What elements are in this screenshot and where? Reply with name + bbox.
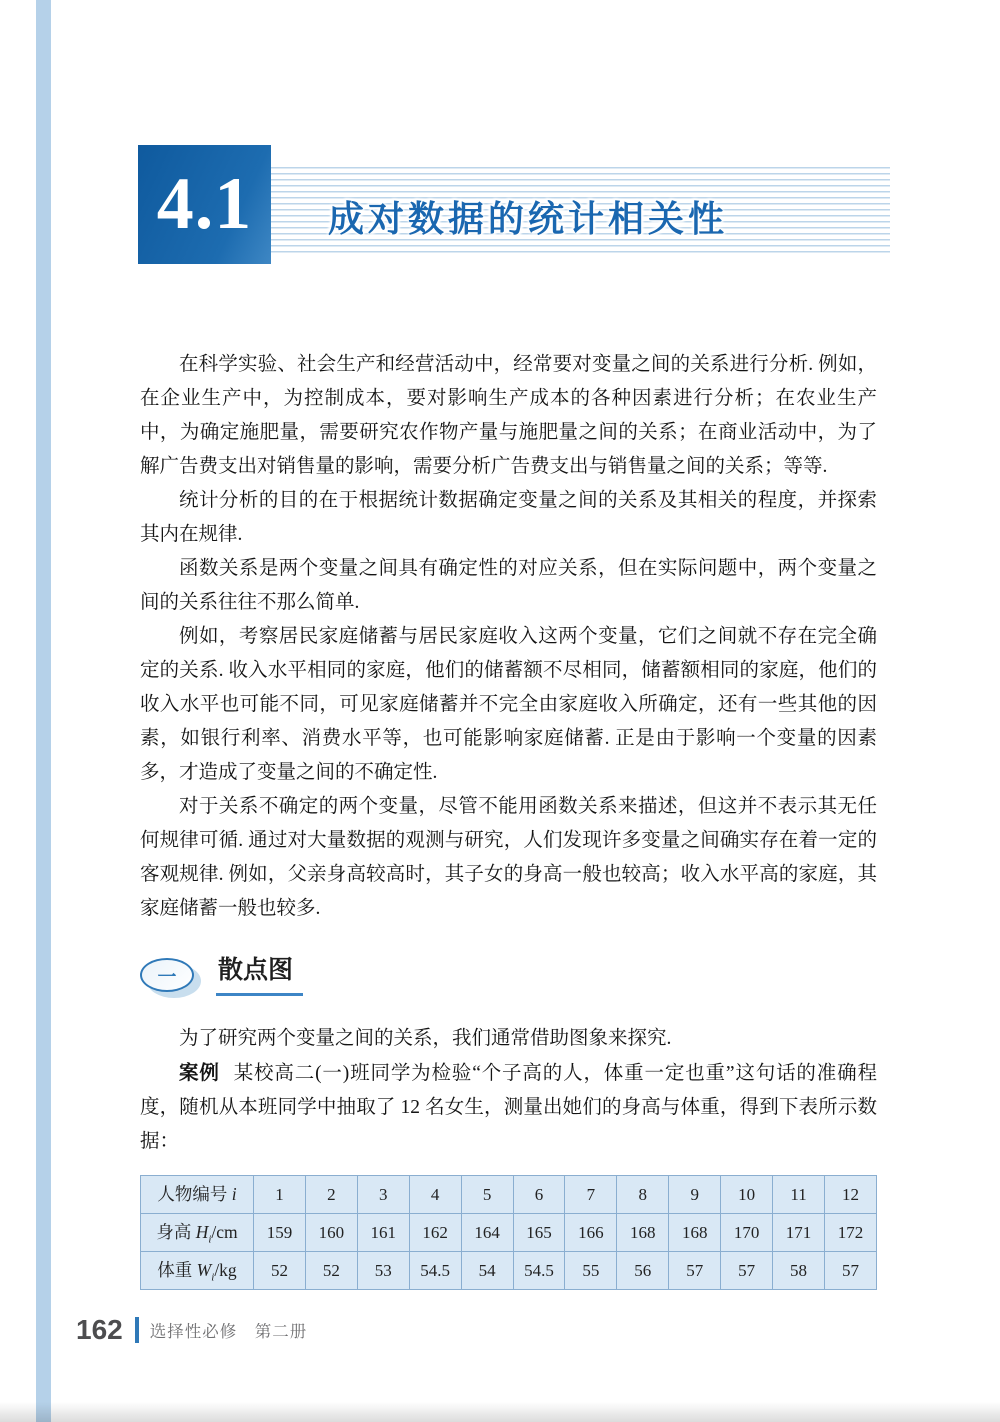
table-row-label: 身高 $H_i/cm$: [141, 1214, 254, 1252]
table-cell: 9: [669, 1176, 721, 1214]
variable-i: i: [231, 1184, 237, 1205]
page-edge-strip: [36, 0, 51, 1422]
table-cell: 1: [254, 1176, 306, 1214]
table-cell: 10: [721, 1176, 773, 1214]
table-row-id: [141, 1176, 877, 1214]
page-bottom-shadow: [0, 1402, 1000, 1422]
table-cell: 168: [617, 1214, 669, 1252]
table-cell: 4: [409, 1176, 461, 1214]
paragraph-function-relation: 函数关系是两个变量之间具有确定性的对应关系，但在实际问题中，两个变量之间的关系往往不那么简单.: [140, 558, 877, 613]
table-row-label: 人物编号 i: [141, 1176, 254, 1214]
page-number: 162: [76, 1314, 123, 1345]
table-cell: 54: [461, 1252, 513, 1290]
table-cell: 53: [357, 1252, 409, 1290]
table-cell: 165: [513, 1214, 565, 1252]
table-cell: 57: [721, 1252, 773, 1290]
section-number: 4.1: [156, 163, 253, 245]
table-cell: 54.5: [513, 1252, 565, 1290]
table-cell: 8: [617, 1176, 669, 1214]
table-cell: 11: [773, 1176, 825, 1214]
paragraph-case: [140, 1056, 877, 1159]
height-weight-table: [140, 1175, 877, 1290]
paragraph-patterns: 对于关系不确定的两个变量，尽管不能用函数关系来描述，但这并不表示其无任何规律可循. 通过对大量数据的观测与研究，人们发现许多变量之间确实存在着一定的客观规律. 例如，父亲身高较高时，其子女的身高一般也较高；收入水平高的家庭，其家庭储蓄一般也较多.: [140, 796, 877, 919]
page-body: [140, 348, 877, 1290]
table-cell: 171: [773, 1214, 825, 1252]
paragraph-intro: 在科学实验、社会生产和经营活动中，经常要对变量之间的关系进行分析. 例如，在企业生产中，为控制成本，要对影响生产成本的各种因素进行分析；在农业生产中，为确定施肥量，需要研究农作物产量与施肥量之间的关系；在商业活动中，为了解广告费支出对销售量的影响，需要分析广告费支出与销售量之间的关系；等等.: [140, 354, 877, 477]
table-cell: 168: [669, 1214, 721, 1252]
paragraph-savings-example: 例如，考察居民家庭储蓄与居民家庭收入这两个变量，它们之间就不存在完全确定的关系. 收入水平相同的家庭，他们的储蓄额不尽相同，储蓄额相同的家庭，他们的收入水平也可能不同，可见家庭储蓄并不完全由家庭收入所确定，还有一些其他的因素，如银行利率、消费水平等，也可能影响家庭储蓄. 正是由于影响一个变量的因素多，才造成了变量之间的不确定性.: [140, 626, 877, 783]
subsection-heading: [140, 956, 877, 1004]
title-stripes-decoration: [271, 167, 890, 253]
table-row-label: 体重 $W_i/kg$: [141, 1252, 254, 1290]
table-cell: 162: [409, 1214, 461, 1252]
table-cell: 7: [565, 1176, 617, 1214]
table-cell: 58: [773, 1252, 825, 1290]
table-cell: 55: [565, 1252, 617, 1290]
paragraph-purpose: 统计分析的目的在于根据统计数据确定变量之间的关系及其相关的程度，并探索其内在规律.: [140, 490, 877, 545]
table-cell: 56: [617, 1252, 669, 1290]
subsection-title: 散点图: [216, 956, 303, 996]
variable-W: W: [196, 1260, 212, 1281]
subsection-marker-number: 一: [140, 958, 194, 992]
footer-divider-bar: [135, 1317, 139, 1343]
variable-H: H: [195, 1222, 209, 1243]
case-label: 案例: [179, 1062, 220, 1084]
paragraph-scatter-intro: 为了研究两个变量之间的关系，我们通常借助图象来探究.: [179, 1028, 672, 1049]
book-title: 选择性必修 第二册: [149, 1323, 308, 1341]
table-cell: 160: [305, 1214, 357, 1252]
table-cell: 6: [513, 1176, 565, 1214]
section-title: 成对数据的统计相关性: [328, 198, 729, 239]
page-footer: [76, 1314, 307, 1346]
table-cell: 172: [824, 1214, 876, 1252]
table-cell: 57: [669, 1252, 721, 1290]
table-cell: 3: [357, 1176, 409, 1214]
table-cell: 166: [565, 1214, 617, 1252]
table-cell: 12: [824, 1176, 876, 1214]
table-cell: 159: [254, 1214, 306, 1252]
case-text: 某校高二(一)班同学为检验“个子高的人，体重一定也重”这句话的准确程度，随机从本班同学中抽取了 12 名女生，测量出她们的身高与体重，得到下表所示数据：: [140, 1063, 877, 1152]
subsection-marker-oval: [140, 958, 194, 992]
table-row-weight: [141, 1252, 877, 1290]
table-cell: 52: [254, 1252, 306, 1290]
table-cell: 164: [461, 1214, 513, 1252]
table-cell: 2: [305, 1176, 357, 1214]
table-row-height: [141, 1214, 877, 1252]
table-cell: 5: [461, 1176, 513, 1214]
table-cell: 57: [824, 1252, 876, 1290]
table-cell: 54.5: [409, 1252, 461, 1290]
table-cell: 161: [357, 1214, 409, 1252]
table-cell: 52: [305, 1252, 357, 1290]
section-number-box: [138, 145, 271, 264]
table-cell: 170: [721, 1214, 773, 1252]
